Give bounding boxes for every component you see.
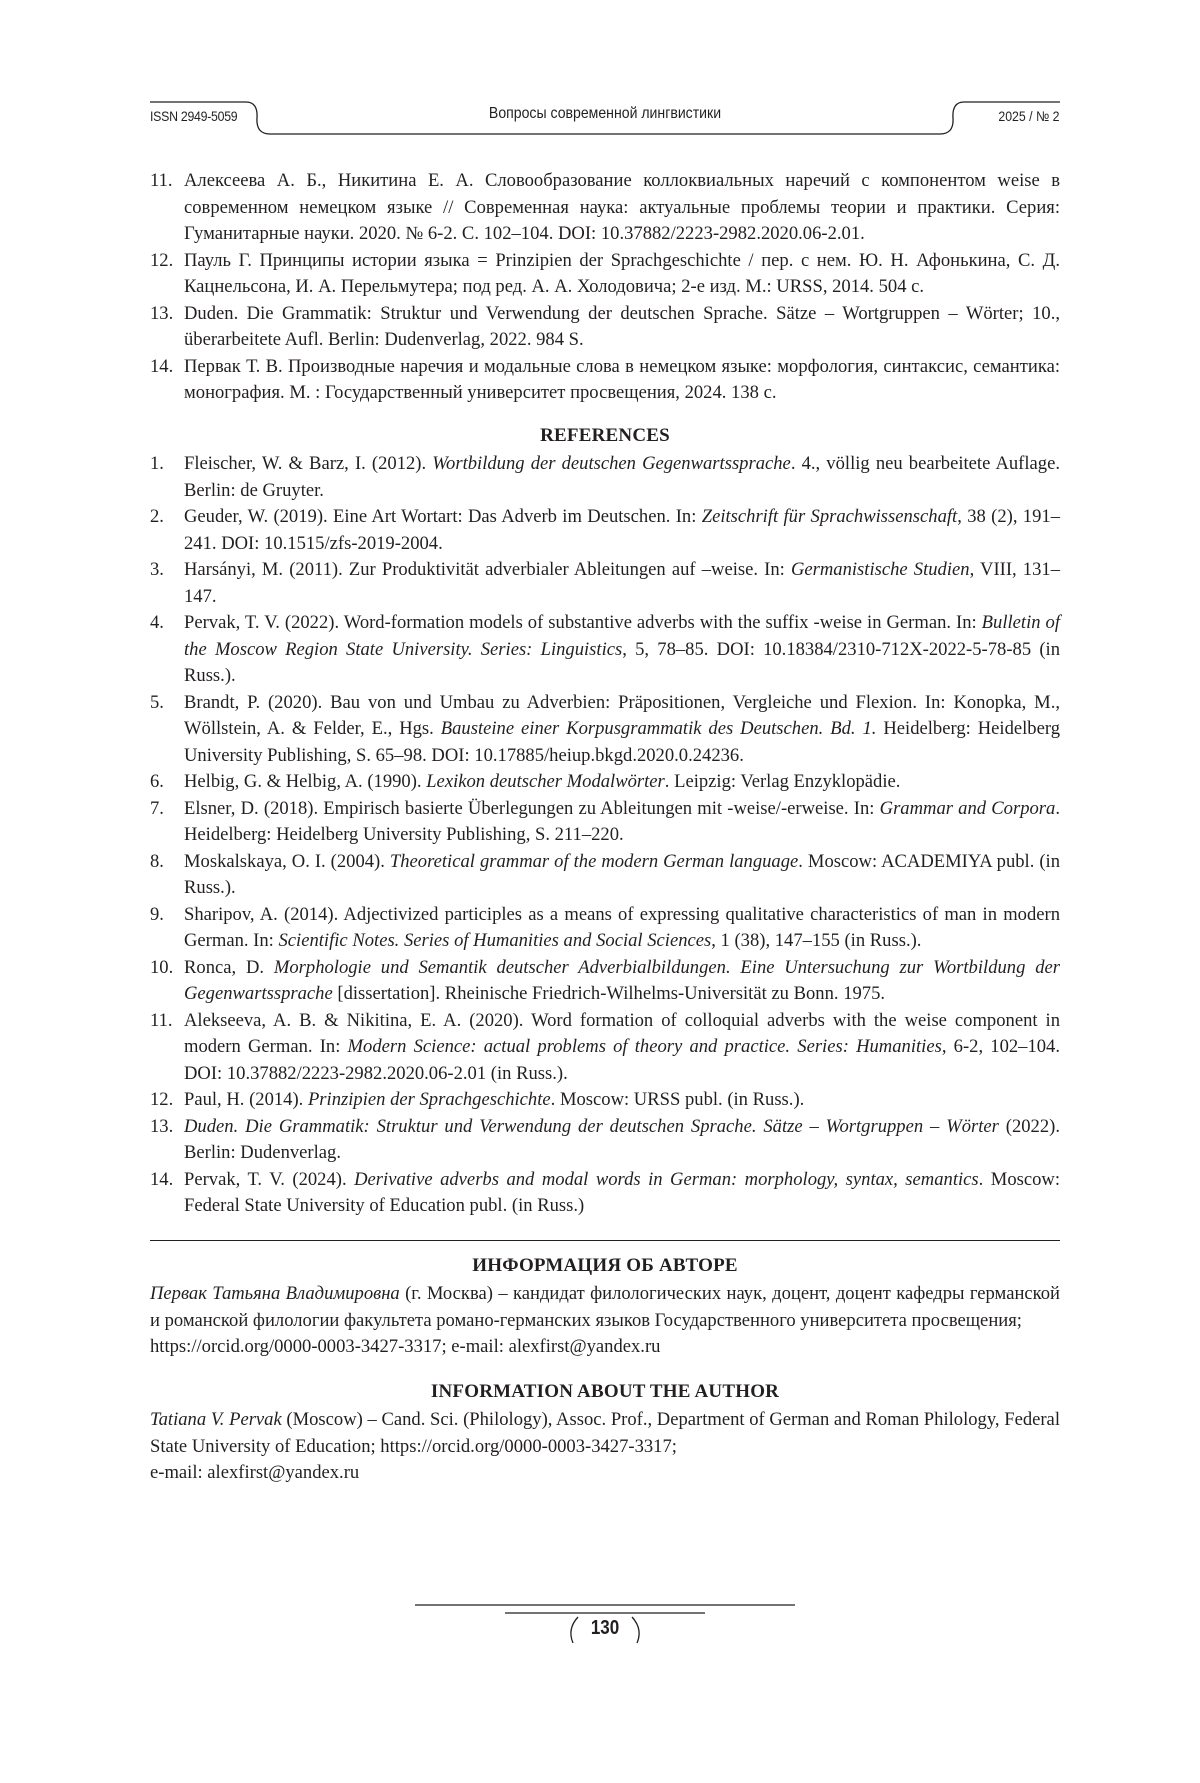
author-info-ru xyxy=(150,1253,1060,1361)
item-number: 10. xyxy=(150,956,174,978)
reference-details: . Heidelberg: Heidelberg University Publishing, S. 211–220. xyxy=(184,797,1060,845)
reference-text: Duden. Die Grammatik: Struktur und Verwendung der deutschen Sprache. Sätze – Wortgruppen – Wörter; 10., überarbeitete Aufl. Berlin: Dudenverlag, 2022. 984 S. xyxy=(184,302,1060,350)
author-description-ru xyxy=(150,1281,1060,1334)
author-contacts-en: e-mail: alexfirst@yandex.ru xyxy=(150,1462,360,1483)
item-number: 12. xyxy=(150,1089,174,1110)
reference-title: Derivative adverbs and modal words in German: morphology, syntax, semantics xyxy=(354,1168,979,1190)
item-number: 9. xyxy=(150,903,164,925)
list-item xyxy=(150,248,1060,301)
reference-details: , 1 (38), 147–155 (in Russ.). xyxy=(711,930,922,951)
item-number: 6. xyxy=(150,771,164,792)
reference-details: , VIII, 131–147. xyxy=(184,559,1060,607)
reference-title: Prinzipien der Sprachgeschichte xyxy=(307,1089,551,1110)
reference-text: Пауль Г. Принципы истории языка = Prinzipien der Sprachgeschichte / пер. с нем. Ю. Н. Афонькина, С. Д. Кацнельсона, И. А. Перельмутера; под ред. А. А. Холодовича; 2-е изд. М.: URSS, 2014. 504 с. xyxy=(184,249,1060,297)
reference-title: Wortbildung der deutschen Gegenwartssprache xyxy=(432,453,791,474)
reference-text: Alekseeva, A. B. & Nikitina, E. A. (2020). Word formation of colloquial adverbs with the weise component in modern German. In: xyxy=(184,1009,1060,1057)
reference-text: Moskalskaya, O. I. (2004). xyxy=(184,850,390,872)
reference-details: [dissertation]. Rheinische Friedrich-Wilhelms-Universität zu Bonn. 1975. xyxy=(332,983,886,1004)
list-item xyxy=(150,1167,1060,1220)
reference-title: Duden. Die Grammatik: Struktur und Verwendung der deutschen Sprache. Sätze – Wortgruppen – Wörter xyxy=(184,1115,999,1137)
reference-title: Theoretical grammar of the modern German language xyxy=(389,850,799,872)
reference-details: . Leipzig: Verlag Enzyklopädie. xyxy=(664,771,901,792)
item-number: 13. xyxy=(150,1115,174,1137)
item-number: 1. xyxy=(150,453,164,474)
reference-title: Bulletin of the Moscow Region State University. Series: Linguistics xyxy=(184,612,1060,660)
reference-details: . Moscow: ACADEMIYA publ. (in Russ.). xyxy=(184,850,1060,898)
author-info-heading-ru: ИНФОРМАЦИЯ ОБ АВТОРЕ xyxy=(472,1254,738,1276)
author-name-ru: Первак Татьяна Владимировна xyxy=(150,1283,400,1304)
item-number: 14. xyxy=(150,355,174,377)
list-item xyxy=(150,451,1060,504)
reference-text: Fleischer, W. & Barz, I. (2012). xyxy=(184,453,433,474)
item-number: 5. xyxy=(150,691,164,713)
reference-text: Pervak, T. V. (2024). xyxy=(184,1168,355,1190)
item-number: 7. xyxy=(150,797,164,819)
item-number: 11. xyxy=(150,170,173,191)
list-item xyxy=(150,1114,1060,1167)
references-heading: REFERENCES xyxy=(540,424,670,446)
list-item xyxy=(150,354,1060,407)
running-header xyxy=(150,96,1060,146)
reference-text: Elsner, D. (2018). Empirisch basierte Überlegungen zu Ableitungen mit -weise/-erweise. In: xyxy=(184,797,880,819)
list-item xyxy=(150,902,1060,955)
journal-title: Вопросы современной лингвистики xyxy=(488,105,722,122)
reference-text: Geuder, W. (2019). Eine Art Wortart: Das Adverb im Deutschen. In: xyxy=(184,506,702,527)
reference-title: Modern Science: actual problems of theory and practice. Series: Humanities xyxy=(347,1036,942,1057)
reference-details: , 38 (2), 191–241. DOI: 10.1515/zfs-2019-2004. xyxy=(184,506,1060,554)
reference-text: Helbig, G. & Helbig, A. (1990). xyxy=(184,771,427,792)
list-item xyxy=(150,557,1060,610)
reference-details: , 6-2, 102–104. DOI: 10.37882/2223-2982.2020.06-2.01 (in Russ.). xyxy=(184,1036,1061,1084)
reference-details: , 5, 78–85. DOI: 10.18384/2310-712X-2022-5-78-85 (in Russ.). xyxy=(184,638,1060,686)
page-body xyxy=(150,168,1060,1487)
russian-reference-list xyxy=(150,168,1060,407)
reference-details: (2022). Berlin: Dudenverlag. xyxy=(184,1115,1060,1163)
issue-number: 2025 / № 2 xyxy=(998,108,1060,124)
item-number: 3. xyxy=(150,559,164,580)
reference-text: Paul, H. (2014). xyxy=(184,1089,308,1110)
reference-details: Heidelberg: Heidelberg University Publishing, S. 65–98. DOI: 10.17885/heiup.bkgd.2020.0.24236. xyxy=(184,718,1060,766)
list-item xyxy=(150,504,1060,557)
list-item xyxy=(150,1008,1060,1088)
list-item xyxy=(150,610,1060,690)
author-bio-en: (Moscow) – Cand. Sci. (Philology), Assoc. Prof., Department of German and Roman Philology, Federal State University of Education; https://orcid.org/0000-0003-3427-3317; xyxy=(150,1409,1060,1457)
list-item xyxy=(150,301,1060,354)
reference-text: Первак Т. В. Производные наречия и модальные слова в немецком языке: морфология, синтаксис, семантика: монография. М. : Государственный университет просвещения, 2024. 138 с. xyxy=(184,355,1060,403)
item-number: 13. xyxy=(150,302,174,324)
page-footer xyxy=(415,1603,795,1649)
reference-title: Scientific Notes. Series of Humanities and Social Sciences xyxy=(278,930,712,951)
reference-text: Sharipov, A. (2014). Adjectivized participles as a means of expressing qualitative characteristics of man in modern German. In: xyxy=(184,903,1060,951)
reference-title: Grammar and Corpora xyxy=(879,797,1056,819)
item-number: 14. xyxy=(150,1168,174,1190)
reference-text: Brandt, P. (2020). Bau von und Umbau zu Adverbien: Präpositionen, Vergleiche und Flexion. In: Konopka, M., Wöllstein, A. & Felder, E., Hgs. xyxy=(184,691,1060,739)
list-item xyxy=(150,796,1060,849)
list-item xyxy=(150,690,1060,770)
author-info-heading-en: INFORMATION ABOUT THE AUTHOR xyxy=(430,1380,780,1402)
author-info-en xyxy=(150,1379,1060,1487)
list-item xyxy=(150,168,1060,248)
reference-title: Bausteine einer Korpusgrammatik des Deutschen. Bd. 1. xyxy=(440,718,877,739)
divider xyxy=(150,1240,1060,1241)
reference-details: . Moscow: URSS publ. (in Russ.). xyxy=(550,1089,805,1110)
reference-title: Zeitschrift für Sprachwissenschaft xyxy=(701,506,958,527)
item-number: 12. xyxy=(150,249,174,271)
item-number: 11. xyxy=(150,1009,173,1031)
issn: ISSN 2949-5059 xyxy=(150,108,238,124)
page-number: 130 xyxy=(590,1617,620,1639)
item-number: 8. xyxy=(150,850,164,872)
reference-title: Lexikon deutscher Modalwörter xyxy=(426,771,665,792)
list-item xyxy=(150,1087,1060,1114)
list-item xyxy=(150,955,1060,1008)
author-description-en xyxy=(150,1407,1060,1460)
reference-text: Алексеева А. Б., Никитина Е. А. Словообразование коллоквиальных наречий с компонентом weise в современном немецком языке // Современная наука: актуальные проблемы теории и практики. Серия: Гуманитарные науки. 2020. № 6-2. С. 102–104. DOI: 10.37882/2223-2982.2020.06-2.01. xyxy=(184,170,1060,244)
references-list xyxy=(150,451,1060,1220)
author-name-en: Tatiana V. Pervak xyxy=(150,1409,282,1430)
reference-details: . 4., völlig neu bearbeitete Auflage. Berlin: de Gruyter. xyxy=(184,453,1060,501)
list-item xyxy=(150,769,1060,796)
reference-title: Morphologie und Semantik deutscher Adverbialbildungen. Eine Untersuchung zur Wortbildung der Gegenwartssprache xyxy=(184,956,1060,1004)
author-bio-ru: (г. Москва) – кандидат филологических наук, доцент, доцент кафедры германской и романской филологии факультета романо-германских языков Государственного университета просвещения; xyxy=(150,1283,1060,1331)
reference-title: Germanistische Studien xyxy=(790,559,970,580)
reference-text: Ronca, D. xyxy=(184,956,274,978)
reference-text: Pervak, T. V. (2022). Word-formation models of substantive adverbs with the suffix -weise in German. In: xyxy=(184,612,982,633)
item-number: 2. xyxy=(150,506,164,527)
reference-text: Harsányi, M. (2011). Zur Produktivität adverbialer Ableitungen auf –weise. In: xyxy=(184,559,791,580)
item-number: 4. xyxy=(150,612,164,633)
reference-details: . Moscow: Federal State University of Education publ. (in Russ.) xyxy=(184,1168,1060,1216)
author-contacts-ru: https://orcid.org/0000-0003-3427-3317; e-mail: alexfirst@yandex.ru xyxy=(150,1336,661,1357)
list-item xyxy=(150,849,1060,902)
